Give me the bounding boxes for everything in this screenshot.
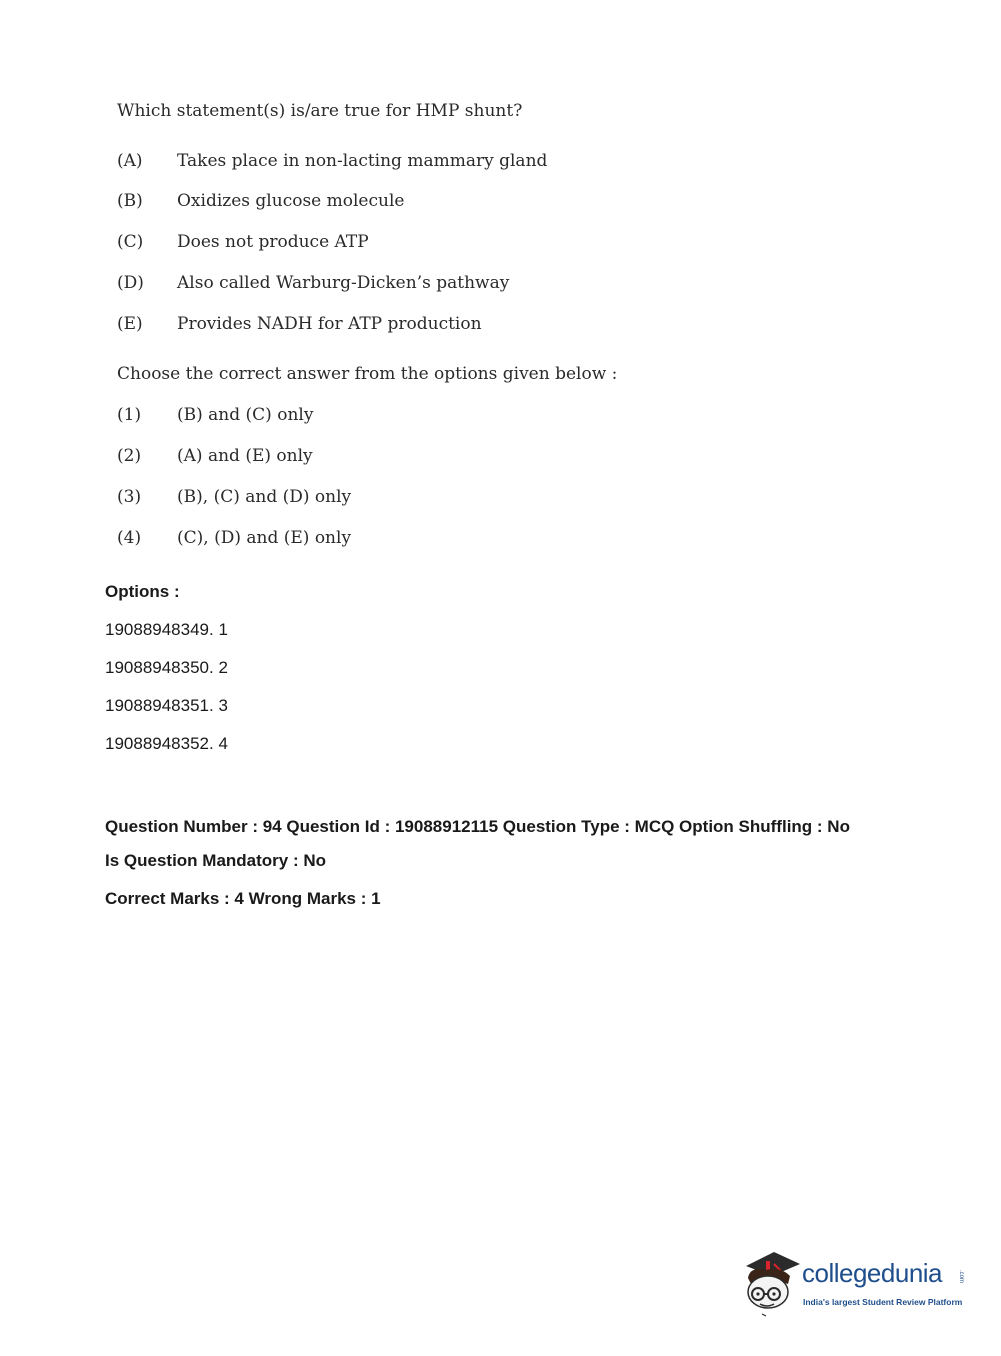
- statement-text: Takes place in non-lacting mammary gland: [177, 151, 548, 171]
- choice-key: (1): [117, 405, 142, 425]
- option-item: 19088948350. 2: [105, 658, 228, 677]
- option-item: 19088948351. 3: [105, 696, 228, 715]
- logo-wordmark: collegedunia: [802, 1258, 943, 1288]
- statement-key: (D): [117, 273, 144, 293]
- logo-tagline: India's largest Student Review Platform: [803, 1297, 963, 1307]
- choice-text: (B) and (C) only: [177, 405, 314, 425]
- choice-text: (A) and (E) only: [177, 446, 313, 466]
- statement-text: Does not produce ATP: [177, 232, 369, 252]
- statement-key: (C): [117, 232, 144, 252]
- question-meta-line: Question Number : 94 Question Id : 19088912115 Question Type : MCQ Option Shuffling : No: [105, 817, 850, 836]
- question-mandatory-line: Is Question Mandatory : No: [105, 851, 327, 870]
- statement-key: (A): [117, 151, 143, 171]
- question-marks-line: Correct Marks : 4 Wrong Marks : 1: [105, 889, 381, 908]
- options-heading: Options :: [105, 582, 180, 601]
- choice-text: (C), (D) and (E) only: [177, 528, 352, 548]
- choice-key: (3): [117, 487, 142, 507]
- statement-key: (E): [117, 314, 143, 334]
- statement-text: Also called Warburg-Dicken’s pathway: [177, 273, 510, 293]
- option-item: 19088948349. 1: [105, 620, 228, 639]
- collegedunia-logo: [740, 1248, 970, 1318]
- statement-text: Oxidizes glucose molecule: [177, 191, 405, 211]
- statement-key: (B): [117, 191, 143, 211]
- choice-text: (B), (C) and (D) only: [177, 487, 352, 507]
- choice-key: (4): [117, 528, 142, 548]
- option-item: 19088948352. 4: [105, 734, 228, 753]
- question-stem: Which statement(s) is/are true for HMP shunt?: [117, 101, 523, 121]
- answer-instruction: Choose the correct answer from the options given below :: [117, 364, 618, 384]
- choice-key: (2): [117, 446, 142, 466]
- statement-text: Provides NADH for ATP production: [177, 314, 482, 334]
- logo-superscript: .com: [958, 1270, 964, 1284]
- mascot-icon: [740, 1248, 802, 1318]
